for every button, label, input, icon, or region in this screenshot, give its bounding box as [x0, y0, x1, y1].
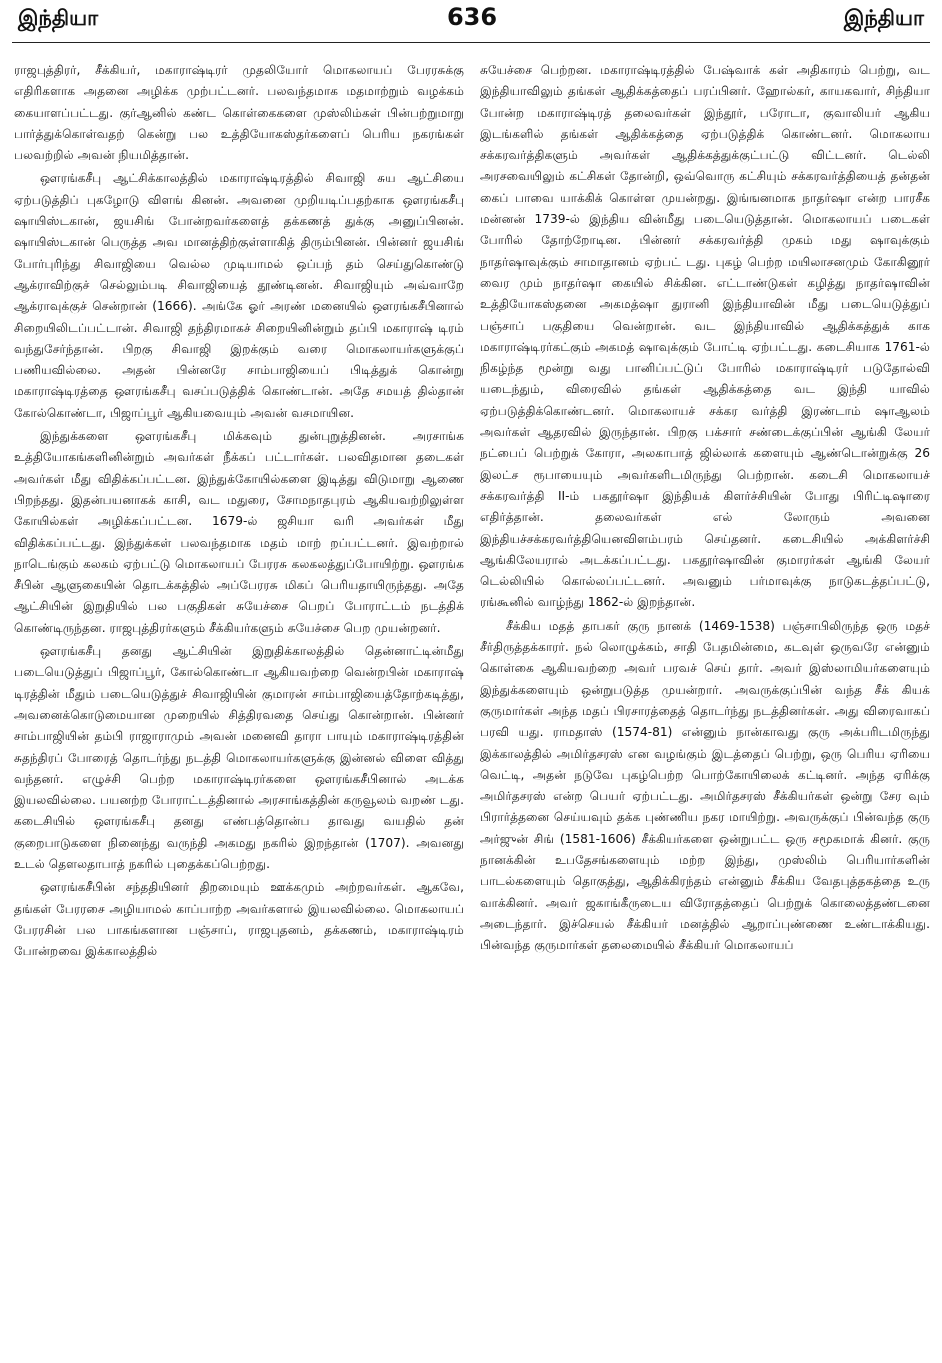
header-rule	[12, 42, 930, 43]
paragraph: ஔரங்கசீபின் சந்ததியினர் திறமையும் ஊக்கமும் அற்றவர்கள். ஆகவே, தங்கள் பேரரசை அழியாமல் காப்பாற்ற அவர்களால் இயலவில்லை. மொகலாயப் பேரரசின் பல பாகங்களான பஞ்சாப், ராஜபுதனம், தக்கணம், மகாராஷ்டிரம் போன்றவை இக்காலத்தில்	[14, 880, 464, 959]
running-head-left: இந்தியா	[18, 6, 99, 30]
paragraph: ராஜபுத்திரர், சீக்கியர், மகாராஷ்டிரர் முதலியோர் மொகலாயப் பேரரசுக்கு எதிரிகளாக அதனை அழிக்க முற்பட்டனர். பலவந்தமாக மதமாற்றும் வழக்கம் கையாளப்பட்டது. குர்ஆனில் கண்ட கொள்கைகளை முஸ்லிம்கள் பின்பற்றுமாறு பார்த்துக்கொள்வதற் கென்று பல உத்தியோகஸ்தர்களைப் பெரிய நகரங்கள் பலவற்றில் அவன் நியமித்தான்.	[14, 63, 464, 163]
running-head-right: இந்தியா	[843, 6, 924, 30]
paragraph: ஔரங்கசீபு ஆட்சிக்காலத்தில் மகாராஷ்டிரத்தில் சிவாஜி சுய ஆட்சியை ஏற்படுத்திப் புகழோடு விளங் கினன். அவனை முறியடிப்பதற்காக ஔரங்கசீபு ஷாயிஸ்டகான், ஜயசிங் போன்றவர்களைத் தக்கணத் துக்கு அனுப்பினன். ஷாயிஸ்டகான் பெருத்த அவ மானத்திற்குள்ளாகித் திரும்பினன். பின்னர் ஜயசிங் போர்புரிந்து சிவாஜியை வெல்ல முடியாமல் ஒப்பந் தம் செய்துகொண்டு ஆக்ராவிற்குச் செல்லும்படி சிவாஜியைத் தூண்டினன். சிவாஜியும் அவ்வாறே ஆக்ராவுக்குச் சென்றான் (1666). அங்கே ஓர் அரண் மனையில் ஔரங்கசீபினால் சிறையிலிடப்பட்டான். சிவாஜி தந்திரமாகச் சிறையினின்றும் தப்பி மகாராஷ் டிரம் வந்துசேர்ந்தான். பிறகு சிவாஜி இறக்கும் வரை மொகலாயர்களுக்குப் பணியவில்லை. அதன் பின்னரே சாம்பாஜியைப் பிடித்துக் கொன்று மகாராஷ்டிரத்தை ஔரங்கசீபு வசப்படுத்திக் கொண்டான். அதே சமயத் தில்தான் கோல்கொண்டா, பிஜாப்பூர் ஆகியவையும் அவன் வசமாயின.	[14, 171, 464, 420]
paragraph: ஔரங்கசீபு தனது ஆட்சியின் இறுதிக்காலத்தில் தென்னாட்டின்மீது படையெடுத்துப் பிஜாப்பூர், கோல்கொண்டா ஆகியவற்றை வென்றபின் மகாராஷ் டிரத்தின் மீதும் படையெடுத்துச் சிவாஜியின் குமாரன் சாம்பாஜியைத்தோற்கடித்து, அவனைக்கொடுமையான முறையில் சித்திரவதை செய்து கொன்றான். பின்னர் சாம்பாஜியின் தம்பி ராஜாராமும் அவன் மனைவி தாரா பாயும் மகாராஷ்டிரத்தின் சுதந்திரப் போரைத் தொடர்ந்து நடத்தி மொகலாயர்களுக்கு இன்னல் விளை வித்து வந்தனர். எழுச்சி பெற்ற மகாராஷ்டிரர்களை ஔரங்கசீபினால் அடக்க இயலவில்லை. பயனற்ற போராட்டத்தினால் அரசாங்கத்தின் கருவூலம் வறண் டது. கடைசியில் ஔரங்கசீபு தனது எண்பத்தொன்ப தாவது வயதில் தன் குறைபாடுகளை நினைந்து வருந்தி அகமது நகரில் இறந்தான் (1707). அவனது உடல் தௌலதாபாத் நகரில் புதைக்கப்பெற்றது.	[14, 644, 464, 871]
paragraph: சுயேச்சை பெற்றன. மகாராஷ்டிரத்தில் பேஷ்வாக் கள் அதிகாரம் பெற்று, வட இந்தியாவிலும் தங்கள் ஆதிக்கத்தைப் பரப்பினர். ஹோல்கர், காயகவார், சிந்தியா போன்ற மகாராஷ்டிரத் தலைவர்கள் இந்தூர், பரோடா, குவாலியர் ஆகிய இடங்களில் தங்கள் ஆதிக்கத்தை ஏற்படுத்திக் கொண்டனர். மொகலாய சக்கரவர்த்திகளும் அவர்கள் ஆதிக்கத்துக்குட்பட்டு விட்டனர். டெல்லி அரசவையிலும் கட்சிகள் தோன்றி, ஒவ்வொரு கட்சியும் சக்கரவர்த்தியைத் தன்தன் கைப் பாவை யாக்கிக் கொள்ள முயன்றது. இங்ஙனமாக நாதர்ஷா என்ற பாரசீக மன்னன் 1739-ல் இந்திய வின்மீது படையெடுத்தான். மொகலாயப் படைகள் போரில் தோற்றோடின. பின்னர் சக்கரவர்த்தி முகம் மது ஷாவுக்கும் நாதர்ஷாவுக்கும் சாமாதானம் ஏற்பட் டது. புகழ் பெற்ற மயிலாசனமும் கோகினூர் வைர மும் நாதர்ஷா கையில் சிக்கின. எட்டாண்டுகள் கழித்து நாதர்ஷாவின் உத்தியோகஸ்தனை அகமத்ஷா துரானி இந்தியாவின் மீது படையெடுத்துப் பஞ்சாப் பகுதியை வென்றான். வட இந்தியாவில் ஆதிக்கத்துக் காக மகாராஷ்டிரர்கட்கும் அகமத் ஷாவுக்கும் போட்டி ஏற்பட்டது. கடைசியாக 1761-ல் நிகழ்ந்த மூன்று வது பானிப்பட்டுப் போரில் மகாராஷ்டிரர் படுதோல்வி யடைந்தும், விரைவில் தங்கள் ஆதிக்கத்தை வட இந்தி யாவில் ஏற்படுத்திக்கொண்டனர். மொகலாயச் சக்கர வர்த்தி இரண்டாம் ஷாஆலம் அவர்கள் ஆதரவில் இருந்தான். பிறகு பக்சார் சண்டைக்குப்பின் ஆங்கி லேயர் நட்பைப் பெற்றுக் கோரா, அலகாபாத் ஜில்லாக் களையும் ஆண்டொன்றுக்கு 26 இலட்ச ரூபாயையும் அவர்களிடமிருந்து பெற்றான். கடைசி மொகலாயச் சக்கரவர்த்தி II-ம் பகதூர்ஷா இந்தியக் கிளர்ச்சியின் போது பிரிட்டிஷாரை எதிர்த்தான். தலைவர்கள் எல் லோரும் அவனை இந்தியச்சக்கரவர்த்தியெனவிளம்பரம் செய்தனர். கடைசியில் அக்கிளர்ச்சி ஆங்கிலேயரால் அடக்கப்பட்டது. பகதூர்ஷாவின் குமாரர்கள் ஆங்கி லேயர் டெல்லியில் கொல்லப்பட்டனர். அவனும் பர்மாவுக்கு நாடுகடத்தப்பட்டு, ரங்கூனில் வாழ்ந்து 1862-ல் இறந்தான்.	[480, 63, 930, 610]
page-header	[14, 0, 930, 40]
left-column	[14, 60, 464, 1357]
paragraph: இந்துக்களை ஔரங்கசீபு மிக்கவும் துன்புறுத்தினன். அரசாங்க உத்தியோகங்களினின்றும் அவர்கள் நீக்கப் பட்டார்கள். பலவிதமான தடைகள் அவர்கள் மீது விதிக்கப்பட்டன. இந்துக்கோயில்களை இடித்து விடுமாறு ஆணை பிறந்தது. இதன்பயனாகக் காசி, வட மதுரை, சோமநாதபுரம் ஆகியவற்றிலுள்ள கோயில்கள் அழிக்கப்பட்டன. 1679-ல் ஜசியா வரி அவர்கள் மீது விதிக்கப்பட்டது. இந்துக்கள் பலவந்தமாக மதம் மாற் றப்பட்டனர். இவற்றால் நாடெங்கும் கலகம் ஏற்பட்டு மொகலாயப் பேரரசு கலகலத்துப்போயிற்று. ஔரங்க சீபின் ஆளுகையின் தொடக்கத்தில் அப்பேரரசு மிகப் பெரியதாயிருந்தது. அதே ஆட்சியின் இறுதியில் பல பகுதிகள் சுயேச்சை பெறப் போராட்டம் நடத்திக் கொண்டிருந்தன. ராஜபுத்திரர்களும் சீக்கியர்களும் சுயேச்சை பெற முயன்றனர்.	[14, 429, 464, 635]
right-column	[480, 60, 930, 1357]
text-columns	[14, 60, 930, 1357]
paragraph: சீக்கிய மதத் தாபகர் குரு நானக் (1469-1538) பஞ்சாபிலிருந்த ஒரு மதச் சீர்திருத்தக்காரர். நல் லொழுக்கம், சாதி பேதமின்மை, கடவுள் ஒருவரே என்னும் கொள்கை ஆகியவற்றை அவர் பரவச் செய் தார். அவர் இஸ்லாமியர்களையும் இந்துக்களையும் ஒன்றுபடுத்த முயன்றார். அவருக்குப்பின் வந்த சீக் கியக் குருமார்கள் அந்த மதப் பிரசாரத்தைத் தொடர்ந்து நடத்தினர்கள். அது விரைவாகப் பரவி யது. ராமதாஸ் (1574-81) என்னும் நான்காவது குரு அக்பரிடமிருந்து இக்காலத்தில் அமிர்தசரஸ் என வழங்கும் இடத்தைப் பெற்று, ஒரு பெரிய ஏரியை வெட்டி, அதன் நடுவே புகழ்பெற்ற பொற்கோயிலைக் கட்டினர். அந்த ஏரிக்கு அமிர்தசரஸ் என்ற பெயர் ஏற்பட்டது. அமிர்தசரஸ் சீக்கியர்கள் ஒன்று சேர வும் பிரார்த்தனை செய்யவும் தக்க புண்ணிய நகர மாயிற்று. அவருக்குப் பின்வந்த குரு அர்ஜுன் சிங் (1581-1606) சீக்கியர்களை ஒன்றுபட்ட ஒரு சமூகமாக் கினர். குரு நானக்கின் உபதேசங்களையும் மற்ற இந்து, முஸ்லிம் பெரியார்களின் பாடல்களையும் தொகுத்து, ஆதிக்கிரந்தம் என்னும் சீக்கிய வேதபுத்தகத்தை உரு வாக்கினர். அவர் ஜகாங்கீருடைய விரோதத்தைப் பெற்றுக் கொலைத்தண்டனை அடைந்தார். இச்செயல் சீக்கியர் மனத்தில் ஆறாப்புண்ணை உண்டாக்கியது. பின்வந்த குருமார்கள் தலைமையில் சீக்கியர் மொகலாயப்	[480, 618, 930, 953]
page-number: 636	[446, 3, 498, 31]
